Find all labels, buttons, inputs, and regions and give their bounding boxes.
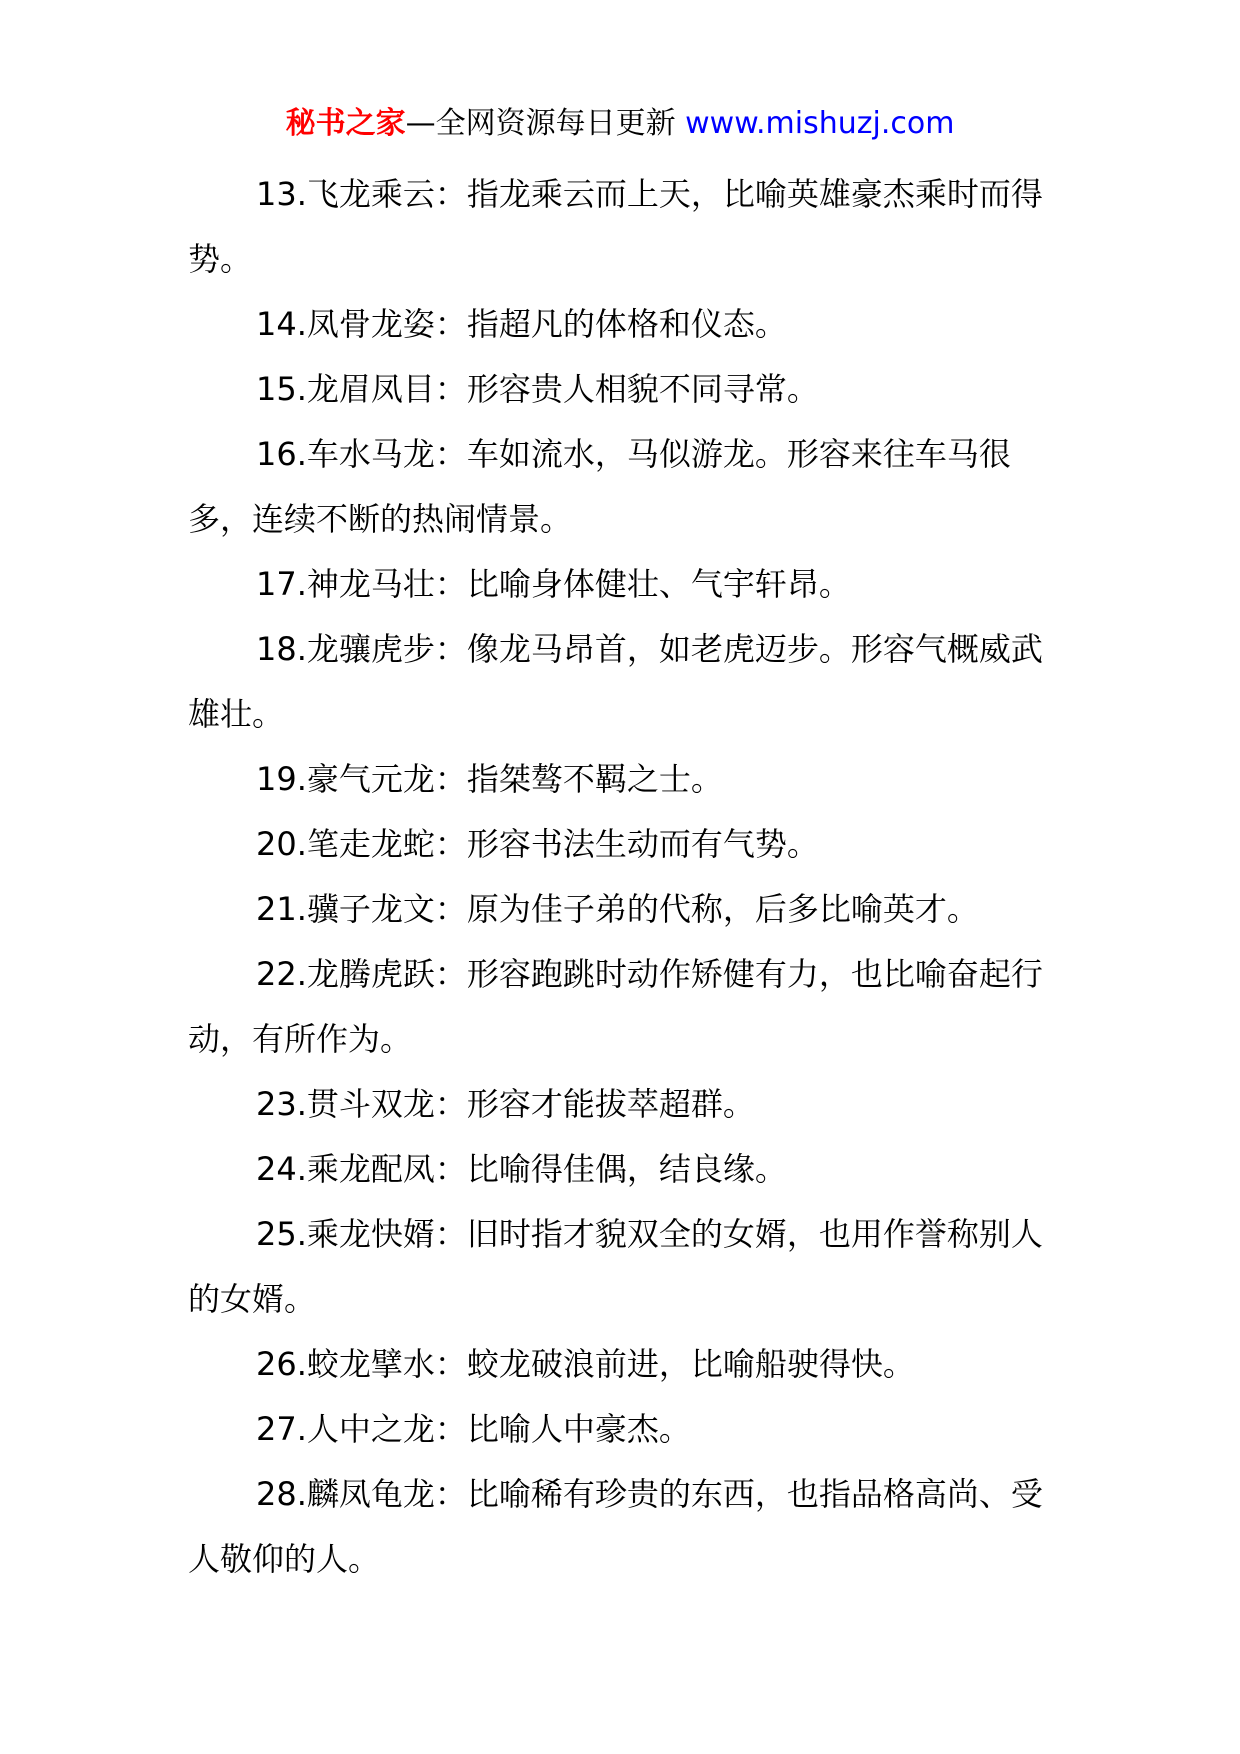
idiom-entry: 26.蛟龙擘水：蛟龙破浪前进，比喻船驶得快。 (256, 1345, 915, 1383)
idiom-entry: 18.龙骧虎步：像龙马昂首，如老虎迈步。形容气概威武雄壮。 (188, 630, 1043, 733)
idiom-entry: 21.骥子龙文：原为佳子弟的代称，后多比喻英才。 (256, 890, 979, 928)
idiom-entry: 15.龙眉凤目：形容贵人相貌不同寻常。 (256, 370, 819, 408)
idiom-entry: 23.贯斗双龙：形容才能拔萃超群。 (256, 1085, 755, 1123)
idiom-entry: 25.乘龙快婿：旧时指才貌双全的女婿，也用作誉称别人的女婿。 (188, 1215, 1043, 1318)
idiom-entry: 13.飞龙乘云：指龙乘云而上天，比喻英雄豪杰乘时而得势。 (188, 175, 1043, 278)
idiom-entry: 27.人中之龙：比喻人中豪杰。 (256, 1410, 691, 1448)
idiom-entry: 17.神龙马壮：比喻身体健壮、气宇轩昂。 (256, 565, 851, 603)
idiom-entry: 28.麟凤龟龙：比喻稀有珍贵的东西，也指品格高尚、受人敬仰的人。 (188, 1475, 1043, 1578)
idiom-entry: 24.乘龙配凤：比喻得佳偶，结良缘。 (256, 1150, 787, 1188)
idiom-entry: 19.豪气元龙：指桀骜不羁之士。 (256, 760, 723, 798)
page-header (0, 100, 1240, 148)
brand-name: 秘书之家 (285, 106, 406, 141)
idiom-entry: 14.凤骨龙姿：指超凡的体格和仪态。 (256, 305, 787, 343)
idiom-entry: 22.龙腾虎跃：形容跑跳时动作矫健有力，也比喻奋起行动，有所作为。 (188, 955, 1043, 1058)
idiom-entry: 20.笔走龙蛇：形容书法生动而有气势。 (256, 825, 819, 863)
idiom-list (188, 162, 1068, 1592)
header-tagline: —全网资源每日更新 (405, 106, 686, 141)
website-link[interactable]: www.mishuzj.com (685, 106, 955, 141)
idiom-entry: 16.车水马龙：车如流水，马似游龙。形容来往车马很多，连续不断的热闹情景。 (188, 435, 1011, 538)
